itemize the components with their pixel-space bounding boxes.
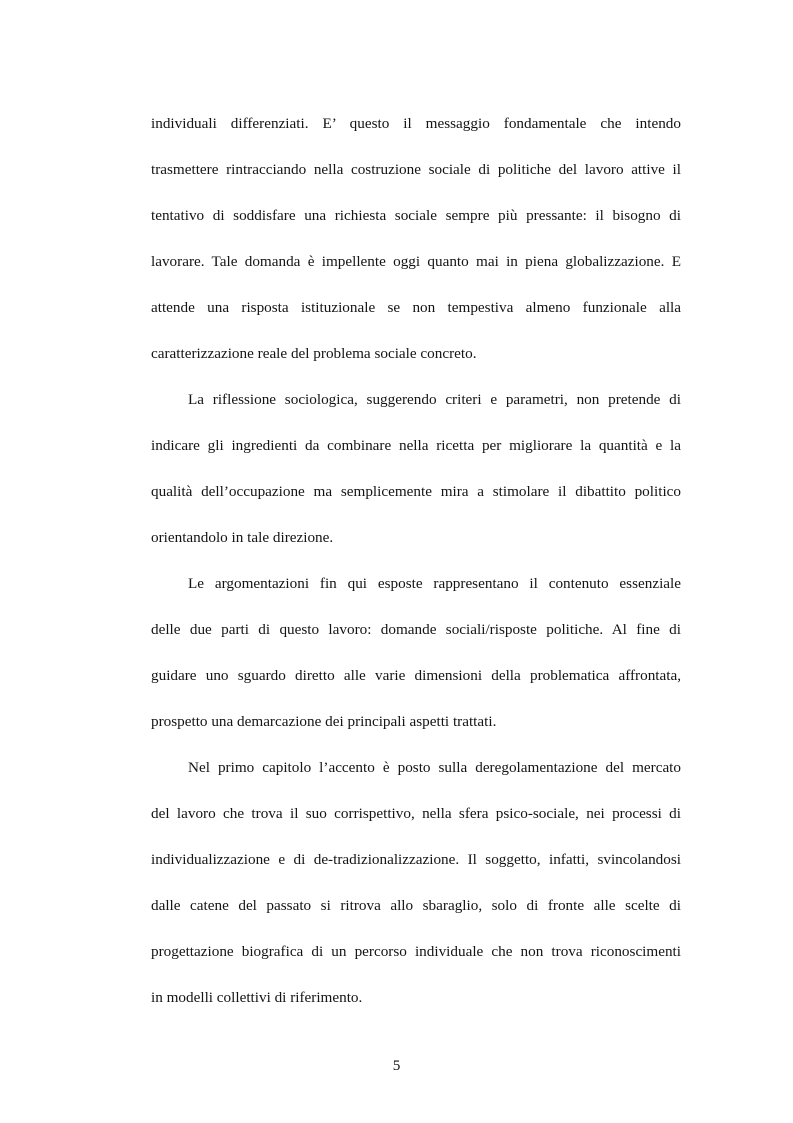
text-line: Le argomentazioni fin qui esposte rappresentano il contenuto essenziale (188, 575, 681, 592)
body-text (151, 111, 681, 1031)
text-line: prospetto una demarcazione dei principali aspetti trattati. (151, 713, 497, 730)
text-line: lavorare. Tale domanda è impellente oggi quanto mai in piena globalizzazione. E (151, 253, 681, 270)
text-line: individuali differenziati. E’ questo il messaggio fondamentale che intendo (151, 115, 681, 132)
paragraph (151, 387, 681, 571)
text-line: dalle catene del passato si ritrova allo sbaraglio, solo di fronte alle scelte di (151, 897, 681, 914)
paragraph (151, 571, 681, 755)
text-line: in modelli collettivi di riferimento. (151, 989, 363, 1006)
text-line: Nel primo capitolo l’accento è posto sulla deregolamentazione del mercato (188, 759, 681, 776)
text-line: caratterizzazione reale del problema sociale concreto. (151, 345, 477, 362)
paragraph (151, 111, 681, 387)
text-line: qualità dell’occupazione ma semplicemente mira a stimolare il dibattito politico (151, 483, 681, 500)
text-line: indicare gli ingredienti da combinare nella ricetta per migliorare la quantità e la (151, 437, 681, 454)
paragraph (151, 755, 681, 1031)
text-line: orientandolo in tale direzione. (151, 529, 334, 546)
text-line: progettazione biografica di un percorso individuale che non trova riconoscimenti (151, 943, 681, 960)
text-line: individualizzazione e di de-tradizionalizzazione. Il soggetto, infatti, svincolandosi (151, 851, 681, 868)
text-line: attende una risposta istituzionale se non tempestiva almeno funzionale alla (151, 299, 681, 316)
text-line: guidare uno sguardo diretto alle varie dimensioni della problematica affrontata, (151, 667, 681, 684)
text-line: delle due parti di questo lavoro: domande sociali/risposte politiche. Al fine di (151, 621, 681, 638)
page-number: 5 (392, 1057, 401, 1074)
text-line: del lavoro che trova il suo corrispettivo, nella sfera psico-sociale, nei processi di (151, 805, 681, 822)
text-line: La riflessione sociologica, suggerendo criteri e parametri, non pretende di (188, 391, 681, 408)
text-line: tentativo di soddisfare una richiesta sociale sempre più pressante: il bisogno di (151, 207, 681, 224)
text-line: trasmettere rintracciando nella costruzione sociale di politiche del lavoro attive il (151, 161, 681, 178)
